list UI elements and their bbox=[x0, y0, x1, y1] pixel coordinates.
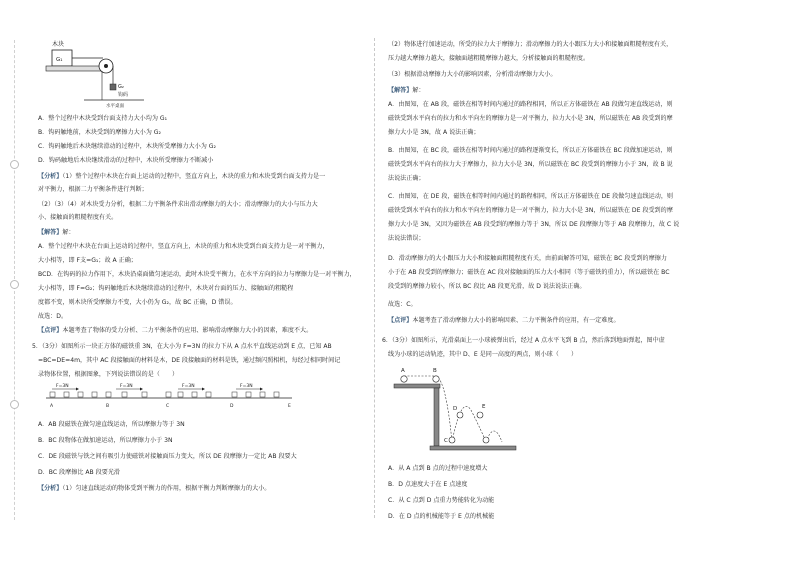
q5-option-c: C．DE 段磁铁与铁之间有吸引力使磁铁对接触面压力变大，所以 DE 段摩擦力一定比 AB 段要大 bbox=[38, 453, 297, 460]
solution-text: A．由图知，在 AB 段，磁铁在相等时间内通过的路程相同，所以正方体磁铁在 AB 段做匀速直线运动，则 bbox=[388, 101, 673, 108]
solution-text: 磁铁受到水平向右的拉力和水平向左的摩擦力是一对平衡力，拉力大小是 3N，所以磁铁在 DE 段受到的摩 bbox=[388, 207, 673, 214]
label-b: B bbox=[433, 368, 437, 374]
q5-analysis-line bbox=[38, 484, 270, 493]
force-label: F=3N bbox=[182, 384, 195, 389]
comment-line bbox=[38, 326, 312, 335]
question-5-stem: =BC=DE=4m，其中 AC 段接触面的材料是木，DE 段接触面的材料是铁，通过频闪照相机，每经过相同时间记 bbox=[38, 357, 341, 364]
solution-text: 故选：C。 bbox=[388, 301, 417, 308]
figure-label-g2: G₂ bbox=[118, 84, 124, 90]
q6-option-d: D．在 D 点的机械能等于 E 点的机械能 bbox=[388, 513, 495, 520]
solution-text: 大小相等，即 F=G₂；钩码触地后木块继续滑动的过程中，木块对台面的压力、接触面的粗糙程 bbox=[38, 285, 294, 292]
analysis-text: 对平衡力，根据二力平衡条件进行判断； bbox=[38, 186, 148, 193]
force-label: F=3N bbox=[240, 384, 253, 389]
question-6-stem: 线为小球的运动轨迹，其中 D、E 是同一高度的两点，则小球（ ） bbox=[388, 351, 578, 358]
comment-line bbox=[388, 316, 620, 325]
analysis-line bbox=[38, 172, 325, 181]
solution-label: 解： bbox=[412, 87, 425, 94]
solution-text: BCD．在钩码的拉力作用下，木块沿桌面做匀速运动，此时木块受平衡力，在水平方向的拉力与摩擦力是一对平衡力， bbox=[38, 271, 356, 278]
q5-option-b: B．BC 段物体在做加速运动，所以摩擦力小于 3N bbox=[38, 437, 173, 444]
label-e: E bbox=[482, 404, 486, 410]
magnet-positions bbox=[50, 392, 279, 397]
question-6-stem: 6．（3分）如图所示，光滑桌面上一小球被弹出后，经过 A 点水平飞到 B 点，然后落到地面弹起，图中虚 bbox=[382, 337, 665, 344]
binding-hole bbox=[10, 160, 19, 169]
analysis-text: （2）（3）（4）对木块受力分析，根据二力平衡条件求出滑动摩擦力的大小；滑动摩擦力的大小与压力大 bbox=[38, 201, 318, 208]
arrow-head bbox=[140, 388, 143, 391]
figure-magnet-strobe bbox=[42, 380, 322, 414]
analysis-text: （1）匀速直线运动的物体受到平衡力的作用，根据平衡力判断摩擦力的大小。 bbox=[62, 485, 271, 492]
solution-text: C．由图知，在 DE 段，磁铁在相等时间内通过的路程相同，所以正方体磁铁在 DE 段做匀速直线运动，则 bbox=[388, 193, 674, 200]
point-label-c: C bbox=[166, 404, 170, 409]
solution-text: 法说法错误； bbox=[388, 235, 425, 242]
option-d: D．钩码触地后木块继续滑动的过程中，木块所受摩擦力不断减小 bbox=[38, 157, 214, 164]
solution-text: 故选：D。 bbox=[38, 313, 68, 320]
q6-option-a: A．从 A 点到 B 点的过程中速度增大 bbox=[388, 465, 488, 472]
question-5-stem: 录物体位置，根据图象，下列说法错误的是（ ） bbox=[38, 371, 179, 378]
comment-text: 本题考查了物体的受力分析、二力平衡条件的应用、影响滑动摩擦力大小的因素，难度不大。 bbox=[62, 327, 313, 334]
analysis-text: 小、接触面的粗糙程度有关。 bbox=[38, 214, 118, 221]
solution-text: 磁铁受到水平向右的拉力和水平向左的摩擦力是一对平衡力，拉力大小是 3N，所以磁铁在 AB 段受到的摩 bbox=[388, 115, 673, 122]
comment-tag: 【点评】 bbox=[388, 317, 413, 324]
solution-text: 度都不变，则木块所受摩擦力不变，大小仍为 G₂，故 BC 正确，D 错误。 bbox=[38, 299, 237, 306]
arrow-head bbox=[260, 388, 263, 391]
force-group-4 bbox=[236, 383, 263, 391]
force-group-3 bbox=[178, 383, 205, 391]
solution-text: B．由图知，在 BC 段，磁铁在相等时间内通过的路程逐渐变长，所以正方体磁铁在 BC 段做加速运动，则 bbox=[388, 147, 673, 154]
point-labels bbox=[50, 403, 291, 409]
label-d: D bbox=[453, 406, 458, 412]
point-label-b: B bbox=[106, 404, 110, 409]
solution-text: 擦力大小是 3N，故 A 说法正确； bbox=[388, 129, 480, 136]
solution-tag: 【解答】 bbox=[388, 87, 413, 94]
ball-d bbox=[457, 412, 463, 418]
analysis-text: （3）根据滑动摩擦力大小的影响因素，分析滑动摩擦力大小。 bbox=[388, 71, 557, 78]
column-divider bbox=[374, 38, 375, 518]
ball-labels bbox=[401, 368, 486, 444]
solution-label: 解： bbox=[62, 229, 75, 236]
binding-margin bbox=[8, 40, 22, 520]
solution-tag: 【解答】 bbox=[38, 229, 63, 236]
force-group-1 bbox=[52, 383, 79, 391]
solution-text: 磁铁受到水平向右的拉力大于摩擦力，拉力大小是 3N，所以磁铁在 BC 段受到的摩擦力小于 3N，故 B 说 bbox=[388, 161, 673, 168]
arrow-head bbox=[76, 388, 79, 391]
option-a: A．整个过程中木块受到台面支持力大小均为 G₁ bbox=[38, 115, 168, 122]
solution-head bbox=[38, 228, 75, 237]
figure-label-g1: G₁ bbox=[56, 57, 63, 63]
solution-text: 擦力大小是 3N，又因为磁铁在 AB 段受到的摩擦力等于 3N，所以 DE 段摩擦力等于 AB 段摩擦力，故 C 说 bbox=[388, 221, 680, 228]
comment-text: 本题考查了滑动摩擦力大小的影响因素、二力平衡条件的应用，有一定难度。 bbox=[412, 317, 620, 324]
pulley-axle bbox=[104, 64, 108, 68]
ball-a bbox=[401, 376, 407, 382]
analysis-text: （1）整个过程中木块在台面上运动的过程中，竖直方向上，木块的重力和木块受到台面支持力是一 bbox=[62, 173, 326, 180]
solution-text: 小于在 AB 段受到的摩擦力；磁铁在 AC 段对接触面的压力大小相同（等于磁铁的重力），所以磁铁在 BC bbox=[388, 269, 670, 276]
force-label: F=3N bbox=[120, 384, 133, 389]
q6-option-b: B．D 点速度大于在 E 点速度 bbox=[388, 481, 468, 488]
analysis-tag: 【分析】 bbox=[38, 173, 63, 180]
table-surface bbox=[394, 384, 440, 388]
figure-label-block: 木块 bbox=[52, 41, 65, 48]
ground bbox=[430, 446, 516, 450]
binding-hole bbox=[10, 280, 19, 289]
q5-option-a: A．AB 段磁铁在做匀速直线运动，所以摩擦力等于 3N bbox=[38, 421, 185, 428]
option-b: B．钩码触地前，木块受到的摩擦力大小为 G₂ bbox=[38, 129, 161, 136]
analysis-text: （2）物体进行加速运动，所受的拉力大于摩擦力；滑动摩擦力的大小跟压力大小和接触面粗糙程度有关， bbox=[388, 41, 673, 48]
analysis-tag: 【分析】 bbox=[38, 485, 63, 492]
ball-e bbox=[477, 412, 483, 418]
solution-text: D．滑动摩擦力的大小跟压力大小和接触面粗糙程度有关，由前面解答可知，磁铁在 BC 段受到的摩擦力 bbox=[388, 255, 667, 262]
binding-hole bbox=[10, 400, 19, 409]
figure-label-hook: 钩码 bbox=[118, 92, 129, 98]
figure-ball-trajectory bbox=[390, 360, 520, 456]
table-leg bbox=[434, 388, 439, 446]
solution-text: A．整个过程中木块在台面上运动的过程中，竖直方向上，木块的重力和木块受到台面支持力是一对平衡力， bbox=[38, 243, 329, 250]
solution-head bbox=[388, 86, 425, 95]
force-label: F=3N bbox=[56, 384, 69, 389]
ball-bounce bbox=[483, 437, 489, 443]
point-label-d: D bbox=[230, 404, 234, 409]
comment-tag: 【点评】 bbox=[38, 327, 63, 334]
figure-block-pulley bbox=[44, 38, 149, 110]
solution-text: 大小相等，即 F支=G₁；故 A 正确； bbox=[38, 257, 137, 264]
label-c: C bbox=[444, 438, 448, 444]
solution-text: 段受到的摩擦力较小，所以 BC 段比 AB 段更光滑，故 D 说法说法正确。 bbox=[388, 283, 586, 290]
force-group-2 bbox=[116, 383, 143, 391]
label-a: A bbox=[401, 368, 405, 374]
table-top bbox=[46, 66, 106, 71]
question-5-stem: 5．（3分）如图所示一块正方体的磁铁重 3N，在大小为 F=3N 的拉力下从 A 点水平直线运动到 E 点，已知 AB bbox=[32, 343, 332, 350]
point-label-a: A bbox=[50, 404, 54, 409]
figure-label-table: 水平桌面 bbox=[106, 104, 124, 109]
arrow-head bbox=[202, 388, 205, 391]
q5-option-d: D．BC 段摩擦比 AB 段要光滑 bbox=[38, 469, 121, 476]
analysis-text: 压力越大摩擦力越大，接触面越粗糙摩擦力越大，分析接触面的粗糙程度。 bbox=[388, 55, 590, 62]
solution-text: 法说法正确； bbox=[388, 175, 425, 182]
ball-b bbox=[433, 376, 439, 382]
option-c: C．钩码触地后木块继续滑动的过程中，木块所受摩擦力大小为 G₂ bbox=[38, 143, 216, 150]
hook-weight bbox=[110, 84, 116, 90]
q6-option-c: C．从 C 点到 D 点重力势能转化为动能 bbox=[388, 497, 495, 504]
ball-c bbox=[449, 437, 455, 443]
point-label-e: E bbox=[288, 404, 291, 409]
